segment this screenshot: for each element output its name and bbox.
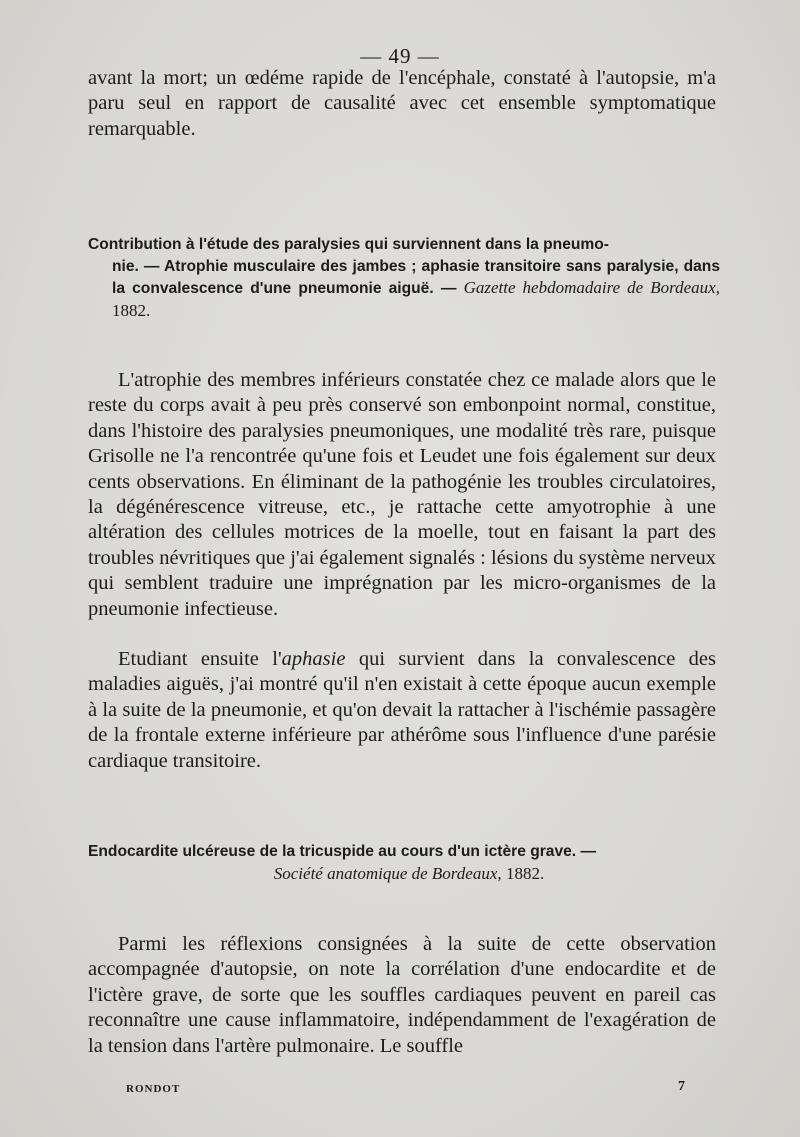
emphasis-aphasie: aphasie (281, 648, 346, 670)
printer-signature: RONDOT (126, 1083, 181, 1095)
paragraph-aphasie-text: Etudiant ensuite l'aphasie qui survient dans la convalescence des maladies aiguës, j'ai montré qu'il n'en existait à cette époque aucun exemple à la suite de la pneumonie, et qu'on devait la rattacher à l'ischémie passagère de la frontale externe inférieure par athérôme sous l'influence d'une parésie cardiaque transitoire. (88, 648, 716, 772)
heading2-year: 1882. (505, 863, 545, 883)
paragraph-atrophie: L'atrophie des membres inférieurs constatée chez ce malade alors que le reste du corps avait à peu près conservé son embonpoint normal, constitue, dans l'histoire des paralysies pneumoniques, une modalité très rare, puisque Grisolle ne l'a rencontrée qu'une fois et Leudet une fois également sur deux cents observations. En éliminant de la pathogénie les troubles circulatoires, la dégénérescence vitreuse, etc., je rattache cette amyotrophie à une altération des cellules motrices de la moelle, tout en faisant la part des troubles névritiques que j'ai également signalés : lésions du système nerveux qui semblent traduire une imprégnation par les micro-organismes de la pneumonie infectieuse. (88, 369, 716, 620)
paragraph-endocardite: Parmi les réflexions consignées à la suite de cette observation accompagnée d'autopsie, on note la corrélation d'une endocardite et de l'ictère grave, de sorte que les souffles cardiaques peuvent en pareil cas reconnaître une cause inflammatoire, indépendamment de l'exagération de la tension dans l'artère pulmonaire. Le souffle (88, 933, 716, 1057)
page-number: — 49 — (360, 44, 440, 68)
heading2-title: Endocardite ulcéreuse de la tricuspide au cours d'un ictère grave. — (88, 843, 597, 860)
heading-journal: Gazette hebdomadaire de Bordeaux, (463, 278, 720, 297)
heading-title-rest (88, 256, 720, 323)
heading-title-line1: Contribution à l'étude des paralysies qui surviennent dans la pneumo- (88, 236, 609, 253)
heading2-citation (88, 863, 720, 886)
heading-title-text: nie. — Atrophie musculaire des jambes ; aphasie transitoire sans paralysie, dans la convalescence d'une pneumonie aiguë. — (112, 257, 720, 297)
heading-year: 1882. (112, 300, 151, 320)
section-heading-endocardite (88, 841, 720, 885)
sheet-number: 7 (678, 1079, 685, 1094)
paragraph-continuation: avant la mort; un œdéme rapide de l'encéphale, constaté à l'autopsie, m'a paru seul en rapport de causalité avec cet ensemble symptomatique remarquable. (88, 67, 716, 140)
heading2-journal: Société anatomique de Bordeaux, (273, 863, 502, 883)
paragraph-aphasie (88, 647, 716, 774)
section-heading-paralysies (88, 234, 720, 322)
